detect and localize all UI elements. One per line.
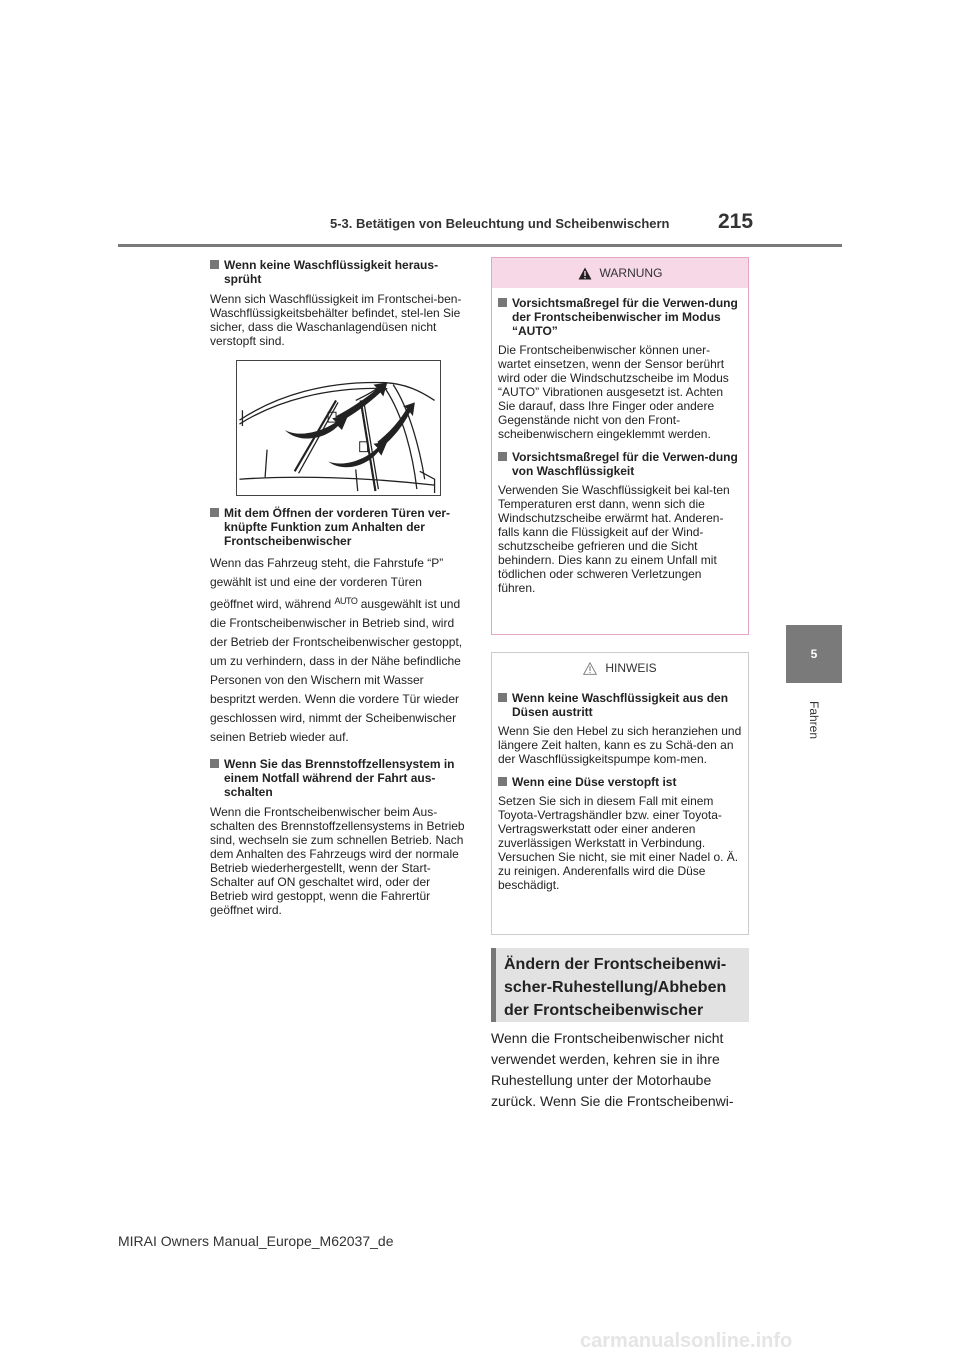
note-header <box>492 653 748 683</box>
section-heading <box>210 757 468 799</box>
warning-section-heading <box>498 450 742 478</box>
section-heading-text: Mit dem Öffnen der vorderen Türen ver-knüpfte Funktion zum Anhalten der Frontscheibenwischer <box>224 506 451 548</box>
section-heading <box>210 258 468 286</box>
note-section-body: Wenn Sie den Hebel zu sich heranziehen und längere Zeit halten, kann es zu Schä-den an der Waschflüssigkeitspumpe kom-men. <box>498 724 742 766</box>
warning-title: WARNUNG <box>599 266 663 280</box>
chapter-number: 5 <box>810 647 818 661</box>
header-title: 5-3. Betätigen von Beleuchtung und Scheibenwischern <box>330 216 670 231</box>
header-rule <box>118 244 842 247</box>
body-text-part: Wenn das Fahrzeug steht, die Fahrstufe “P” gewählt ist und eine der vorderen Türen geöffnet wird, während <box>210 556 444 611</box>
section-heading-text: Wenn keine Waschflüssigkeit aus den Düsen austritt <box>512 691 729 719</box>
square-bullet-icon <box>498 452 507 461</box>
section-heading-text: Vorsichtsmaßregel für die Verwen-dung der Frontscheibenwischer im Modus “AUTO” <box>512 296 738 338</box>
warning-section-body: Die Frontscheibenwischer können uner-wartet einsetzen, wenn der Sensor berührt wird oder die Windschutzscheibe im Modus “AUTO” Vibrationen ausgesetzt ist. Achten Sie darauf, dass Ihre Finger oder andere Gegenstände nicht von den Front-scheibenwischern eingeklemmt werden. <box>498 343 729 441</box>
windshield-washer-illustration <box>236 360 441 496</box>
section-heading <box>210 506 468 548</box>
warning-triangle-icon <box>578 267 592 280</box>
washer-spray-icon <box>237 361 440 495</box>
watermark: carmanualsonline.info <box>580 1330 793 1352</box>
page-number: 215 <box>718 210 754 233</box>
square-bullet-icon <box>210 260 219 269</box>
section-heading-text: Wenn Sie das Brennstoffzellensystem in einem Notfall während der Fahrt aus-schalten <box>224 757 455 799</box>
square-bullet-icon <box>498 298 507 307</box>
chapter-tab[interactable] <box>786 625 842 683</box>
square-bullet-icon <box>210 508 219 517</box>
left-column <box>210 258 468 927</box>
section-body <box>210 554 468 747</box>
section-body: Wenn die Frontscheibenwischer beim Aus-schalten des Brennstoffzellensystems in Betrieb sind, wechseln sie zum schnellen Betrieb. Nach dem Anhalten des Fahrzeugs wird der normale Betrieb wiederhergestellt, wenn der Start-Schalter auf ON geschaltet wird, oder der Betrieb wird gestoppt, wenn die Fahrertür geöffnet wird. <box>210 805 465 917</box>
chapter-label <box>786 690 842 750</box>
note-section-body: Setzen Sie sich in diesem Fall mit einem Toyota-Vertragshändler bzw. einer Toyota-Vertragswerkstatt oder einer anderen zuverlässigen Werkstatt in Verbindung. Versuchen Sie nicht, sie mit einer Nadel o. Ä. zu reinigen. Anderenfalls wird die Düse beschädigt. <box>498 794 739 892</box>
section-body: Wenn sich Waschflüssigkeit im Frontschei-ben-Waschflüssigkeitsbehälter befindet, stel-len Sie sicher, dass die Waschanlagendüsen nicht verstopft sind. <box>210 292 462 348</box>
section-title: Ändern der Frontscheibenwi-scher-Ruhestellung/Abheben der Frontscheibenwischer <box>491 948 749 1022</box>
warning-section-body: Verwenden Sie Waschflüssigkeit bei kal-ten Temperaturen erst dann, wenn sich die Windschutzscheibe erwärmt hat. Anderen-falls kann die Flüssigkeit auf der Wind-schutzscheibe gefrieren und die Sicht behindern. Dies kann zu einem Unfall mit tödlichen oder schweren Verletzungen führen. <box>498 483 730 595</box>
section-heading-text: Vorsichtsmaßregel für die Verwen-dung von Waschflüssigkeit <box>512 450 738 478</box>
square-bullet-icon <box>210 759 219 768</box>
body-text-part: ausgewählt ist und die Frontscheibenwischer in Betrieb sind, wird der Betrieb der Frontscheibenwischer gestoppt, um zu verhindern, dass in der Nähe befindliche Personen von den Wischern mit Wasser bespritzt werden. Wenn die vordere Tür wieder geschlossen wird, nimmt der Scheibenwischer seinen Betrieb wieder auf. <box>210 597 463 744</box>
section-heading-text: Wenn keine Waschflüssigkeit heraus-sprüht <box>224 258 439 286</box>
footer-text: MIRAI Owners Manual_Europe_M62037_de <box>118 1233 394 1249</box>
warning-header <box>492 258 748 288</box>
square-bullet-icon <box>498 693 507 702</box>
square-bullet-icon <box>498 777 507 786</box>
warning-box <box>491 257 749 635</box>
note-box <box>491 652 749 935</box>
caution-triangle-icon <box>583 662 597 675</box>
note-section-heading <box>498 691 742 719</box>
warning-section-heading <box>498 296 742 338</box>
note-title: HINWEIS <box>605 661 657 675</box>
auto-mode-symbol: AUTO <box>334 596 358 606</box>
section-paragraph: Wenn die Frontscheibenwischer nicht verwendet werden, kehren sie in ihre Ruhestellung unter der Motorhaube zurück. Wenn Sie die Frontscheibenwi- <box>491 1030 734 1109</box>
chapter-label-text: Fahren <box>807 700 821 740</box>
section-heading-text: Wenn eine Düse verstopft ist <box>512 775 677 789</box>
note-section-heading <box>498 775 742 789</box>
